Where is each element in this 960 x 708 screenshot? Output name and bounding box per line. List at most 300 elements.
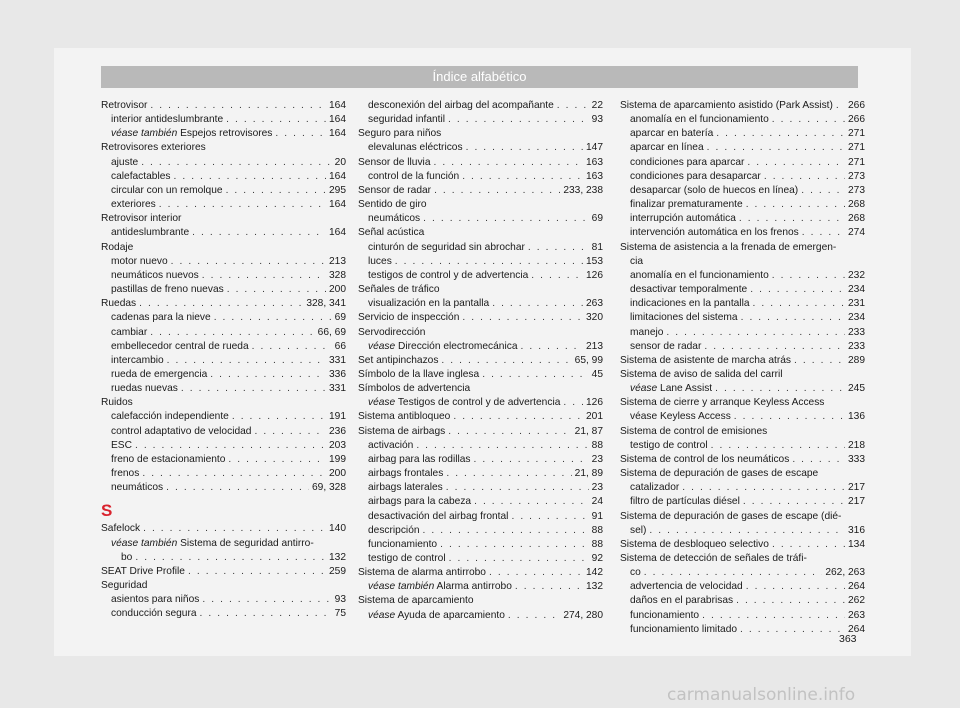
entry-label: airbags laterales: [368, 482, 443, 494]
page-ref: 132: [586, 581, 603, 593]
index-entry: [101, 297, 346, 311]
index-entry-text: [368, 212, 420, 226]
entry-label: calefacción independiente: [111, 411, 229, 423]
page-ref: 81: [591, 241, 603, 253]
entry-label: Espejos retrovisores: [180, 128, 273, 140]
page-ref: 23: [591, 482, 603, 494]
index-heading-text: Señal acústica: [358, 227, 425, 239]
index-entry: [358, 113, 603, 127]
cross-reference: véase: [368, 397, 396, 409]
page-ref: 245: [848, 383, 865, 395]
entry-label: desaparcar (solo de huecos en línea): [630, 184, 799, 196]
cross-reference: véase: [630, 383, 658, 395]
dot-leader: [192, 226, 326, 240]
page-ref: 259: [329, 565, 346, 577]
dot-leader: [746, 198, 845, 212]
page-ref: 316: [848, 524, 865, 536]
entry-label: ajuste: [111, 156, 139, 168]
entry-label: Testigos de control y de advertencia: [397, 397, 561, 409]
dot-leader: [166, 481, 309, 495]
entry-label: desactivar temporalmente: [630, 284, 748, 296]
page-ref: 273: [848, 170, 865, 182]
index-heading-text: Seguro para niños: [358, 128, 442, 140]
index-entry-text: [101, 99, 147, 113]
page-ref: 328, 341: [306, 298, 346, 310]
page-ref: 65, 99: [574, 354, 603, 366]
page-ref: 328: [329, 269, 346, 281]
entry-label: anomalía en el funcionamiento: [630, 114, 769, 126]
page-ref: 126: [586, 269, 603, 281]
entry-label: aparcar en batería: [630, 128, 714, 140]
index-entry: [358, 580, 603, 594]
index-entry-text: [111, 127, 272, 141]
index-entry: [358, 241, 603, 255]
index-entry-text: [358, 410, 450, 424]
page-ref: 263: [586, 298, 603, 310]
index-entry: [620, 495, 865, 509]
dot-leader: [715, 382, 845, 396]
index-entry-text: [368, 538, 437, 552]
index-entry: [358, 425, 603, 439]
index-entry-text: [111, 326, 147, 340]
page-ref: 233, 238: [563, 184, 603, 196]
page-ref: 268: [848, 213, 865, 225]
dot-leader: [440, 538, 589, 552]
dot-leader: [202, 269, 326, 283]
page-ref: 266: [848, 100, 865, 111]
page-ref: 132: [329, 551, 346, 563]
entry-label: condiciones para aparcar: [630, 156, 745, 168]
dot-leader: [644, 566, 823, 580]
index-entry-text: [368, 340, 518, 354]
dot-leader: [764, 170, 845, 184]
page-ref: 217: [848, 496, 865, 508]
index-entry-text: [358, 184, 431, 198]
page-ref: 274: [848, 227, 865, 239]
index-entry-text: [630, 269, 769, 283]
dot-leader: [740, 623, 845, 637]
index-entry-text: [620, 538, 769, 552]
entry-label: testigo de control: [630, 439, 708, 451]
page-ref: 217: [848, 482, 865, 494]
page-ref: 264: [848, 581, 865, 593]
index-heading: [101, 396, 346, 410]
entry-label: desconexión del airbag del acompañante: [368, 100, 554, 111]
dot-leader: [702, 609, 845, 623]
index-entry: [620, 410, 865, 424]
index-heading: [620, 510, 865, 524]
index-entry-text: [630, 623, 737, 637]
page-ref: 262: [848, 595, 865, 607]
index-heading-text: Sistema de control de emisiones: [620, 425, 768, 437]
page-ref: 88: [591, 538, 603, 550]
entry-label: bo: [121, 551, 133, 563]
index-heading: [358, 594, 603, 608]
dot-leader: [704, 340, 845, 354]
page-ref: 164: [329, 199, 346, 211]
index-entry-text: [630, 198, 743, 212]
entry-label: desactivación del airbag frontal: [368, 510, 509, 522]
page-ref: 23: [591, 453, 603, 465]
page-ref: 88: [591, 439, 603, 451]
entry-label: SEAT Drive Profile: [101, 565, 185, 577]
entry-label: motor nuevo: [111, 255, 168, 267]
dot-leader: [423, 212, 589, 226]
dot-leader: [200, 607, 332, 621]
dot-leader: [802, 226, 845, 240]
dot-leader: [736, 594, 845, 608]
entry-label: co: [630, 567, 641, 579]
entry-label: asientos para niños: [111, 594, 200, 606]
dot-leader: [716, 127, 845, 141]
index-entry-text: [368, 439, 413, 453]
index-entry: [101, 340, 346, 354]
index-entry-text: [630, 524, 646, 538]
dot-leader: [453, 410, 583, 424]
dot-leader: [772, 113, 845, 127]
index-entry: [101, 184, 346, 198]
index-entry-text: [368, 141, 463, 155]
dot-leader: [772, 269, 845, 283]
dot-leader: [707, 141, 845, 155]
dot-leader: [181, 382, 326, 396]
dot-leader: [682, 481, 845, 495]
index-entry-text: [111, 467, 139, 481]
index-entry: [358, 467, 603, 481]
entry-label: seguridad infantil: [368, 114, 446, 126]
index-entry: [101, 255, 346, 269]
entry-label: condiciones para desaparcar: [630, 170, 761, 182]
index-entry-text: [630, 566, 641, 580]
entry-label: activación: [368, 439, 414, 451]
index-entry-text: [368, 495, 471, 509]
index-heading: [358, 198, 603, 212]
page-ref: 268: [848, 199, 865, 211]
dot-leader: [489, 566, 583, 580]
index-entry: [620, 623, 865, 637]
index-entry: [620, 127, 865, 141]
entry-label: exteriores: [111, 199, 156, 211]
index-entry: [620, 609, 865, 623]
entry-label: sensor de radar: [630, 340, 702, 352]
index-entry: [101, 226, 346, 240]
index-heading: [620, 467, 865, 481]
entry-label: rueda de emergencia: [111, 368, 208, 380]
index-entry: [358, 368, 603, 382]
index-entry-text: [630, 283, 747, 297]
entry-label: Ayuda de aparcamiento: [397, 609, 505, 621]
dot-leader: [482, 368, 588, 382]
dot-leader: [446, 481, 589, 495]
dot-leader: [649, 524, 845, 538]
page-ref: 21, 89: [574, 468, 603, 480]
index-entry-text: [630, 212, 736, 226]
index-entry: [358, 184, 603, 198]
dot-leader: [474, 453, 589, 467]
page-ref: 20: [334, 156, 346, 168]
index-heading: [358, 283, 603, 297]
index-entry: [620, 184, 865, 198]
dot-leader: [446, 467, 571, 481]
entry-label: anomalía en el funcionamiento: [630, 269, 769, 281]
index-entry: [101, 326, 346, 340]
page-ref: 92: [591, 553, 603, 564]
index-entry-text: [358, 354, 438, 368]
index-entry: [101, 156, 346, 170]
dot-leader: [275, 127, 326, 141]
index-entry-text: [101, 565, 185, 579]
dot-leader: [214, 311, 332, 325]
dot-leader: [226, 113, 326, 127]
index-entry-text: [630, 141, 704, 155]
entry-label: cinturón de seguridad sin abrochar: [368, 241, 525, 253]
page-ref: 201: [586, 411, 603, 423]
index-heading: [101, 241, 346, 255]
index-entry: [101, 113, 346, 127]
index-entry-text: [358, 425, 445, 439]
index-entry-text: [630, 113, 769, 127]
index-heading-text: Retrovisores exteriores: [101, 142, 206, 154]
page-ref: 163: [586, 170, 603, 182]
page-ref: 69: [591, 213, 603, 225]
entry-label: interrupción automática: [630, 213, 736, 225]
page-ref: 203: [329, 439, 346, 451]
page-ref: 66, 69: [317, 326, 346, 338]
index-entry: [101, 382, 346, 396]
dot-leader: [202, 593, 331, 607]
index-heading-text: Servodirección: [358, 326, 426, 338]
index-entry-text: [368, 481, 443, 495]
index-entry-text: [630, 170, 761, 184]
index-entry-text: [630, 340, 701, 354]
dot-leader: [753, 297, 845, 311]
cross-reference: véase también: [368, 581, 435, 593]
dot-leader: [159, 198, 326, 212]
index-entry: [358, 495, 603, 509]
index-entry-text: [368, 453, 471, 467]
page-ref: 233: [848, 340, 865, 352]
index-entry: [101, 311, 346, 325]
index-entry: [358, 156, 603, 170]
index-heading-text: Sistema de aparcamiento: [358, 595, 474, 607]
index-entry-text: [630, 609, 699, 623]
page-ref: 136: [848, 411, 865, 423]
index-entry-text: [111, 481, 163, 495]
index-entry: [358, 439, 603, 453]
dot-leader: [142, 467, 326, 481]
entry-label: elevalunas eléctricos: [368, 142, 463, 154]
index-entry-text: [111, 593, 199, 607]
page-ref: 93: [334, 594, 346, 606]
page-ref: 274, 280: [563, 609, 603, 621]
page-ref: 163: [586, 156, 603, 168]
page-ref: 295: [329, 184, 346, 196]
index-entry-text: [630, 184, 798, 198]
index-entry: [620, 524, 865, 538]
index-entry-text: [101, 522, 140, 536]
index-entry: [620, 580, 865, 594]
index-entry: [101, 481, 346, 495]
index-entry: [620, 340, 865, 354]
dot-leader: [226, 184, 326, 198]
page-ref: 271: [848, 128, 865, 140]
index-entry: [101, 551, 346, 565]
entry-label: Dirección electromecánica: [398, 340, 518, 352]
dot-leader: [135, 439, 326, 453]
index-entry-text: [111, 410, 229, 424]
dot-leader: [188, 565, 326, 579]
entry-label: funcionamiento: [630, 609, 700, 621]
page-ref: 213: [329, 255, 346, 267]
index-heading-text: Sistema de aviso de salida del carril: [620, 368, 783, 380]
cross-reference: véase también: [111, 128, 178, 140]
index-entry-text: [111, 198, 156, 212]
index-entry: [358, 566, 603, 580]
dot-leader: [741, 311, 845, 325]
entry-label: Sensor de radar: [358, 184, 432, 196]
entry-label: ruedas nuevas: [111, 383, 178, 395]
index-heading-text: Retrovisor interior: [101, 213, 182, 225]
dot-leader: [466, 141, 583, 155]
dot-leader: [521, 340, 583, 354]
index-entry-text: [630, 127, 713, 141]
index-heading: [620, 368, 865, 382]
page-ref: 22: [591, 100, 603, 111]
dot-leader: [801, 184, 845, 198]
index-entry-text: [368, 396, 560, 410]
page-ref: 331: [329, 354, 346, 366]
index-entry-text: [368, 113, 445, 127]
index-heading: [358, 326, 603, 340]
page-ref: 231: [848, 298, 865, 310]
entry-label: Sistema de control de los neumáticos: [620, 453, 790, 465]
index-entry-text: [111, 170, 170, 184]
index-entry: [101, 453, 346, 467]
entry-label: airbags frontales: [368, 468, 444, 480]
page-ref: 271: [848, 142, 865, 154]
dot-leader: [448, 113, 589, 127]
index-entry: [101, 410, 346, 424]
entry-label: manejo: [630, 326, 664, 338]
entry-label: véase Keyless Access: [630, 411, 731, 423]
index-entry-text: [630, 580, 743, 594]
index-heading-text: Sistema de seguridad antirro-: [180, 537, 314, 549]
entry-label: control adaptativo de velocidad: [111, 425, 252, 437]
index-entry: [358, 552, 603, 566]
page-ref: 218: [848, 439, 865, 451]
index-entry: [620, 538, 865, 552]
index-heading: [101, 579, 346, 593]
entry-label: Sistema antibloqueo: [358, 411, 451, 423]
index-column-right: [620, 99, 865, 637]
section-letter: S: [101, 501, 113, 521]
entry-label: interior antideslumbrante: [111, 114, 224, 126]
index-entry-text: [630, 382, 712, 396]
page-header: Índice alfabético: [101, 66, 858, 88]
page-ref: 91: [591, 510, 603, 522]
dot-leader: [143, 522, 326, 536]
entry-label: visualización en la pantalla: [368, 298, 490, 310]
entry-label: cambiar: [111, 326, 148, 338]
dot-leader: [395, 255, 583, 269]
index-entry-text: [368, 580, 512, 594]
index-heading-text: Sistema de depuración de gases de escape (dié-: [620, 510, 842, 522]
page-ref: 164: [329, 128, 346, 140]
index-entry-text: [368, 99, 554, 113]
index-heading: [101, 537, 346, 551]
index-entry-text: [111, 382, 178, 396]
index-entry-text: [111, 311, 211, 325]
index-entry-text: [111, 184, 223, 198]
entry-label: luces: [368, 255, 392, 267]
index-entry-text: [368, 297, 489, 311]
entry-label: freno de estacionamiento: [111, 453, 226, 465]
page-ref: 191: [329, 411, 346, 423]
cross-reference: véase: [368, 340, 396, 352]
dot-leader: [173, 170, 326, 184]
dot-leader: [666, 326, 845, 340]
index-entry-text: [111, 156, 138, 170]
entry-label: ESC: [111, 439, 132, 451]
entry-label: intercambio: [111, 354, 164, 366]
index-entry: [620, 439, 865, 453]
index-entry: [358, 524, 603, 538]
index-heading: [358, 226, 603, 240]
entry-label: funcionamiento: [368, 538, 438, 550]
dot-leader: [462, 311, 583, 325]
entry-label: Alarma antirrobo: [436, 581, 512, 593]
index-column-middle: [358, 99, 603, 623]
index-entry-text: [630, 439, 708, 453]
index-entry-text: [111, 340, 249, 354]
index-heading-text: Sistema de depuración de gases de escape: [620, 468, 819, 480]
entry-label: Servicio de inspección: [358, 312, 460, 324]
entry-label: embellecedor central de rueda: [111, 340, 249, 352]
page-ref: 164: [329, 100, 346, 111]
page-ref: 88: [591, 524, 603, 536]
index-entry-text: [111, 283, 224, 297]
dot-leader: [508, 609, 560, 623]
index-entry: [620, 382, 865, 396]
index-entry-text: [111, 425, 251, 439]
index-entry-text: [620, 354, 791, 368]
index-heading-text: Rodaje: [101, 241, 134, 253]
entry-label: indicaciones en la pantalla: [630, 298, 750, 310]
page-ref: 271: [848, 156, 865, 168]
page-ref: 24: [591, 496, 603, 508]
index-entry: [101, 127, 346, 141]
entry-label: testigos de control y de advertencia: [368, 269, 529, 281]
entry-label: funcionamiento limitado: [630, 623, 738, 635]
page-ref: 264: [848, 623, 865, 635]
dot-leader: [254, 425, 326, 439]
entry-label: Sensor de lluvia: [358, 156, 431, 168]
dot-leader: [792, 453, 845, 467]
index-entry-text: [368, 170, 459, 184]
index-entry: [620, 297, 865, 311]
index-entry-text: [620, 453, 789, 467]
index-entry: [101, 170, 346, 184]
entry-label: filtro de partículas diésel: [630, 496, 740, 508]
index-entry: [620, 566, 865, 580]
page-ref: 234: [848, 284, 865, 296]
index-entry: [620, 226, 865, 240]
index-entry-text: [630, 481, 679, 495]
entry-label: frenos: [111, 468, 140, 480]
index-entry-text: [630, 495, 740, 509]
index-entry: [101, 439, 346, 453]
index-entry: [101, 354, 346, 368]
